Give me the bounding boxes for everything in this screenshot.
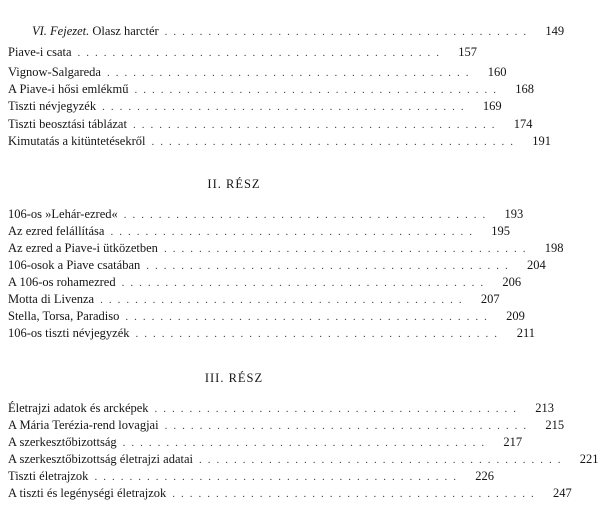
page-number: 168	[515, 82, 534, 96]
page-number: 209	[506, 309, 525, 323]
toc-entry-chapter-6	[32, 22, 565, 40]
page-number: 195	[491, 224, 510, 238]
entry-title: Vignow-Salgareda	[8, 65, 101, 79]
dot-leader: ..........................................	[100, 294, 468, 306]
part-heading: III. RÉSZ	[204, 371, 264, 385]
page-number: 206	[502, 275, 522, 289]
dot-leader: ..........................................	[154, 403, 523, 415]
toc-entry	[8, 63, 507, 81]
entry-title: Stella, Torsa, Paradiso	[8, 309, 120, 323]
dot-leader: ..........................................	[106, 67, 475, 79]
page-number: 217	[503, 435, 523, 449]
entry-title: A tiszti és legénységi életrajzok	[8, 486, 167, 500]
page-number: 204	[527, 258, 546, 272]
part-heading: II. RÉSZ	[207, 177, 261, 191]
dot-leader: ..........................................	[123, 209, 492, 221]
dot-leader: ..........................................	[132, 119, 501, 131]
chapter-label: VI. Fejezet.	[32, 24, 90, 38]
toc-entry	[8, 399, 555, 417]
toc-entry	[8, 256, 546, 274]
toc-entry	[8, 290, 500, 308]
toc-entry	[8, 467, 494, 485]
entry-title: 106-os »Lehár-ezred«	[8, 207, 118, 221]
toc-entry	[8, 97, 502, 115]
entry-title: 106-osok a Piave csatában	[8, 258, 141, 272]
toc-entry	[8, 273, 522, 291]
page-number: 226	[475, 469, 494, 483]
page-number: 213	[535, 401, 555, 415]
dot-leader: ..........................................	[146, 260, 514, 272]
entry-title: A szerkesztőbizottság életrajzi adatai	[8, 452, 193, 466]
page-number: 198	[544, 241, 564, 255]
dot-leader: ..........................................	[125, 311, 493, 323]
page-number: 149	[545, 24, 565, 38]
page-number: 174	[513, 117, 533, 131]
dot-leader: ..........................................	[164, 420, 533, 432]
page-number: 160	[487, 65, 507, 79]
entry-title: Piave-i csata	[8, 45, 72, 59]
dot-leader: ..........................................	[135, 328, 503, 340]
entry-title: A 106-os rohamezred	[8, 275, 116, 289]
entry-title: Tiszti névjegyzék	[8, 99, 97, 113]
toc-entry	[8, 307, 525, 325]
entry-title: Tiszti beosztási táblázat	[8, 117, 127, 131]
toc-entry	[8, 239, 564, 257]
entry-title: A Mária Terézia-rend lovagjai	[8, 418, 159, 432]
entry-title: A szerkesztőbizottság	[8, 435, 117, 449]
toc-entry	[8, 205, 524, 223]
entry-title: Az ezred a Piave-i ütközetben	[8, 241, 158, 255]
page-number: 169	[482, 99, 502, 113]
dot-leader: ..........................................	[199, 454, 567, 466]
chapter-title: Olasz harctér	[92, 24, 159, 38]
entry-title: Életrajzi adatok és arcképek	[8, 401, 149, 415]
toc-entry	[8, 132, 551, 150]
dot-leader: ..........................................	[172, 488, 540, 500]
dot-leader: ..........................................	[77, 47, 446, 59]
toc-entry	[8, 324, 535, 342]
dot-leader: ..........................................	[163, 243, 532, 255]
dot-leader: ..........................................	[122, 437, 491, 449]
page-number: 215	[545, 418, 565, 432]
dot-leader: ..........................................	[102, 101, 470, 113]
dot-leader: ..........................................	[121, 277, 490, 289]
entry-title: Motta di Livenza	[8, 292, 95, 306]
page-number: 247	[553, 486, 572, 500]
page-number: 221	[579, 452, 599, 466]
toc-entry	[8, 80, 534, 98]
entry-title: Tiszti életrajzok	[8, 469, 89, 483]
toc-entry	[8, 43, 478, 61]
dot-leader: ..........................................	[110, 226, 478, 238]
toc-entry	[8, 115, 533, 133]
toc-entry	[8, 222, 510, 240]
toc-entry	[8, 433, 523, 451]
toc-entry	[8, 450, 599, 468]
entry-title: A Piave-i hősi emlékmű	[8, 82, 129, 96]
dot-leader: ..........................................	[94, 471, 462, 483]
page-number: 193	[504, 207, 524, 221]
entry-title: Kimutatás a kitüntetésekről	[8, 134, 146, 148]
page-number: 207	[480, 292, 500, 306]
entry-title	[32, 22, 165, 40]
page-number: 157	[458, 45, 478, 59]
page-number: 191	[532, 134, 551, 148]
entry-title: 106-os tiszti névjegyzék	[8, 326, 130, 340]
dot-leader: ..........................................	[164, 26, 533, 38]
entry-title: Az ezred felállítása	[8, 224, 105, 238]
page-number: 211	[516, 326, 535, 340]
dot-leader: ..........................................	[151, 136, 519, 148]
dot-leader: ..........................................	[134, 84, 502, 96]
toc-entry	[8, 484, 572, 502]
toc-entry	[8, 416, 565, 434]
